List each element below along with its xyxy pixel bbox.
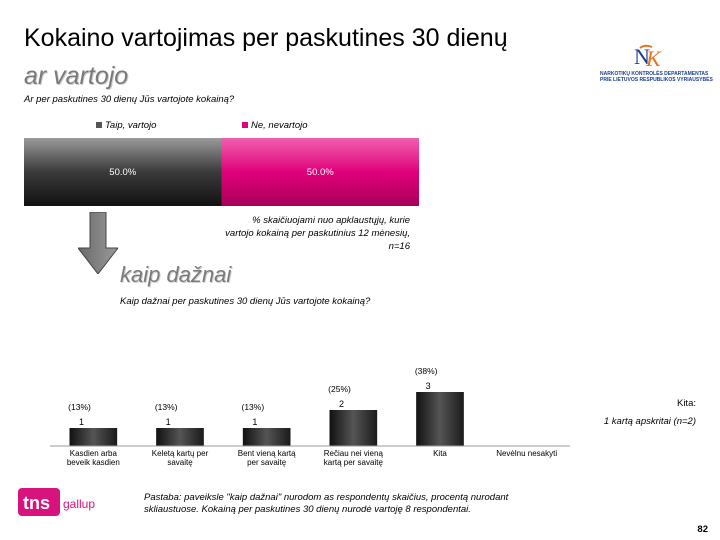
bar-value-label: 1 (165, 417, 171, 427)
logo-letter-k: K (646, 46, 661, 70)
category-label: Kita (433, 449, 447, 458)
legend-label: Ne, nevartojo (251, 120, 308, 131)
bar-value-label: 3 (425, 381, 431, 391)
question-frequency: Kaip dažnai per paskutines 30 dienų Jūs vartojote kokainą? (120, 296, 371, 307)
department-logo-icon (600, 44, 690, 70)
note-line: skliaustuose. Kokainą per paskutines 30 dienų nurodė vartoję 8 respondentai. (144, 504, 471, 515)
other-value: 1 kartą apskritai (n=2) (603, 416, 696, 427)
usage-stacked-bar-chart (24, 116, 419, 206)
tns-gallup-logo-icon (18, 484, 108, 520)
note-line: Pastaba: paveiksle "kaip dažnai" nurodom as respondentų skaičius, procentą nurodant (144, 492, 509, 503)
slide-title: Kokaino vartojimas per paskutines 30 dienų (24, 24, 508, 52)
category-label: Bent vieną kartą (237, 449, 296, 458)
category-label: savaitę (167, 458, 193, 467)
category-label: Keletą kartų per (151, 449, 209, 458)
bar-percent-label: (38%) (414, 366, 438, 376)
footnote-line: vartojo kokainą per paskutinius 12 mėnesių, (225, 228, 410, 239)
other-label: Kita: (676, 398, 696, 409)
category-label: kartą per savaitę (323, 458, 383, 467)
bar-percent-label: (13%) (68, 402, 91, 412)
category-label: per savaitę (247, 458, 287, 467)
frequency-bar (243, 428, 291, 446)
frequency-bar (70, 428, 118, 446)
bar-percent-label: (13%) (154, 402, 178, 412)
bar-value-label: 2 (338, 399, 345, 409)
department-logo (600, 44, 713, 84)
stacked-bar-label: 50.0% (306, 167, 334, 178)
frequency-bar (416, 392, 464, 446)
bar-percent-label: (25%) (328, 384, 351, 394)
note-text (144, 492, 524, 516)
category-label: beveik kasdien (66, 458, 120, 467)
department-logo-line1: NARKOTIKŲ KONTROLĖS DEPARTAMENTAS (600, 71, 709, 77)
footnote-line: n=16 (388, 241, 410, 252)
legend-swatch (242, 122, 248, 128)
tns-logo-text: tns (23, 493, 50, 513)
page-number: 82 (697, 524, 708, 535)
bar-percent-label: (13%) (241, 402, 265, 412)
frequency-bar (156, 428, 204, 446)
bar-value-label: 1 (78, 417, 85, 427)
stacked-bar-label: 50.0% (109, 167, 137, 178)
footnote-base (200, 214, 410, 253)
tns-gallup-logo (18, 484, 108, 520)
bar-value-label: 1 (252, 417, 258, 427)
question-usage: Ar per paskutines 30 dienų Jūs vartojote kokainą? (24, 94, 235, 105)
legend-swatch (96, 122, 102, 128)
legend-label: Taip, vartojo (105, 120, 157, 131)
department-logo-line2: PRIE LIETUVOS RESPUBLIKOS VYRIAUSYBĖS (600, 77, 713, 83)
footnote-line: % skaičiuojami nuo apklaustųjų, kurie (252, 215, 410, 226)
section-title-frequency: kaip dažnai (120, 262, 232, 287)
down-arrow-icon (78, 212, 118, 274)
category-label: Rečiau nei vieną (323, 449, 383, 458)
category-label: Nevėlnu nesakyti (496, 449, 558, 458)
gallup-logo-text: gallup (63, 497, 96, 511)
section-title-usage: ar vartojo (24, 62, 129, 90)
logo-letter-n: N (634, 44, 650, 69)
frequency-bar-chart (40, 360, 580, 470)
frequency-bar (330, 410, 378, 446)
category-label: Kasdien arba (69, 449, 117, 458)
